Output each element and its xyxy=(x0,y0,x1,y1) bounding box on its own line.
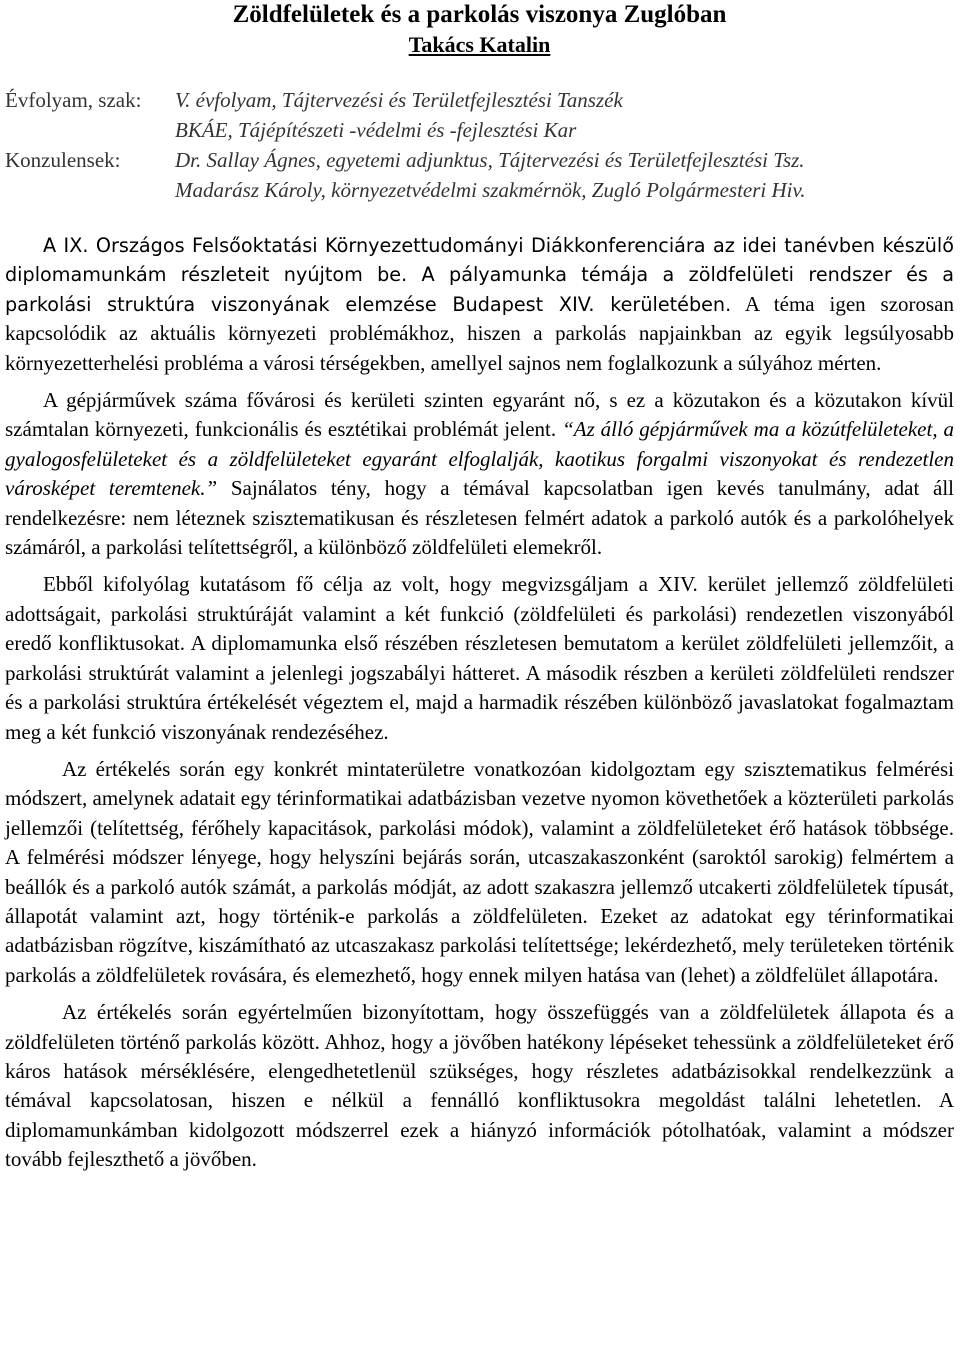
year-label: Évfolyam, szak: xyxy=(5,88,142,112)
paragraph-method: Az értékelés során egy konkrét mintaterületre vonatkozóan kidolgoztam egy szisztematikus felmérési módszert, amelynek adatait egy térinformatikai adatbázisban vezetve nyomon követhetőek a közterületi parkolás jellemzői (telítettség, férőhely kapacitások, parkolási módok), valamint a zöldfelületeket érő hatások többsége. A felmérési módszer lényege, hogy helyszíni bejárás során, utcaszakaszonként (saroktól sarokig) felmértem a beállók és a parkoló autók számát, a parkolás módját, az adott szakaszra jellemző utcakerti zöldfelületek típusát, állapotát valamint azt, hogy történik-e parkolás a zöldfelületen. Ezeket az adatokat egy térinformatikai adatbázisban rögzítve, kiszámítható az utcaszakasz parkolási telítettsége; lekérdezhető, mely területeken történik parkolás a zöldfelületek rovására, és elemezhető, hogy ennek milyen hatása van (lehet) a zöldfelület állapotára. xyxy=(5,756,954,987)
consultant-values xyxy=(175,145,806,205)
metadata-block xyxy=(5,85,954,205)
consultant-line: Madarász Károly, környezetvédelmi szakmérnök, Zugló Polgármesteri Hiv. xyxy=(175,178,806,202)
paragraph-vehicles xyxy=(5,386,954,562)
year-row xyxy=(5,85,954,145)
document-body xyxy=(5,231,954,1175)
intro-sans-text: A IX. Országos Felsőoktatási Környezettudományi Diákkonferenciára az idei tanévben készülő diplomamunkám részleteit nyújtom be. A pályamunka témája a zöldfelületi rendszer és a parkolási struktúra viszonyának elemzése Budapest XIV. kerületében. xyxy=(5,234,954,316)
paragraph-research-goal: Ebből kifolyólag kutatásom fő célja az volt, hogy megvizsgáljam a XIV. kerület jellemző zöldfelületi adottságait, parkolási struktúráját valamint a két funkció (zöldfelületi és parkolási) rendezetlen viszonyából eredő konfliktusokat. A diplomamunka első részében részletesen bemutatom a kerület zöldfelületi jellemzőit, a parkolási struktúrát valamint a jelenlegi jogszabályi hátteret. A második részben a kerületi zöldfelületi rendszer és a parkolási struktúra értékelését végeztem el, majd a harmadik részében különböző javaslatokat fogalmaztam meg a két funkció viszonyának rendezéséhez. xyxy=(5,572,954,744)
paragraph-intro xyxy=(5,231,954,378)
author-name: Takács Katalin xyxy=(408,32,551,57)
vehicles-quote: “Az álló gépjárművek ma a közútfelületeket, a gyalogosfelületeket és a zöldfelületeket egyaránt elfoglalják, kaotikus forgalmi viszonyokat és rendezetlen városképet teremtenek.” xyxy=(5,417,955,501)
intro-serif-text: A téma igen szorosan kapcsolódik az aktuális környezeti problémákhoz, hiszen a parkolás napjainkban az egyik legsúlyosabb környezetterhelési probléma a városi térségekben, amellyel sajnos nem foglalkozunk a súlyához mérten. xyxy=(5,291,955,375)
consultant-row xyxy=(5,145,954,205)
year-values xyxy=(175,85,623,145)
year-line: BKÁE, Tájépítészeti -védelmi és -fejlesztési Kar xyxy=(175,118,577,142)
document-title: Zöldfelületek és a parkolás viszonya Zuglóban xyxy=(232,1,727,28)
consultant-line: Dr. Sallay Ágnes, egyetemi adjunktus, Tájtervezési és Területfejlesztési Tsz. xyxy=(175,148,805,172)
year-line: V. évfolyam, Tájtervezési és Területfejlesztési Tanszék xyxy=(175,88,623,112)
paragraph-conclusion: Az értékelés során egyértelműen bizonyítottam, hogy összefüggés van a zöldfelületek állapota és a zöldfelületen történő parkolás között. Ahhoz, hogy a jövőben hatékony lépéseket tehessünk a zöldfelületeket érő káros hatások mérséklésére, elengedhetetlenül szükséges, hogy részletes adatbázisokkal rendelkezzünk a témával kapcsolatosan, hiszen e nélkül a fennálló konfliktusokra megoldást találni lehetetlen. A diplomamunkámban kidolgozott módszerrel ezek a hiányzó információk pótolhatóak, valamint a módszer tovább fejleszthető a jövőben. xyxy=(5,1000,954,1172)
vehicles-text-a: A gépjárművek száma fővárosi és kerületi szinten egyaránt nő, s ez a közutakon és a közutakon kívül számtalan környezeti, funkcionális és esztétikai problémát jelent. xyxy=(5,388,954,442)
vehicles-text-b: Sajnálatos tény, hogy a témával kapcsolatban igen kevés tanulmány, adat áll rendelkezésre: nem léteznek szisztematikusan és részletesen felmért adatok a parkoló autók és a parkolóhelyek számáról, a parkolási telítettségről, a különböző zöldfelületi elemekről. xyxy=(5,476,954,560)
consultant-label: Konzulensek: xyxy=(5,148,121,172)
